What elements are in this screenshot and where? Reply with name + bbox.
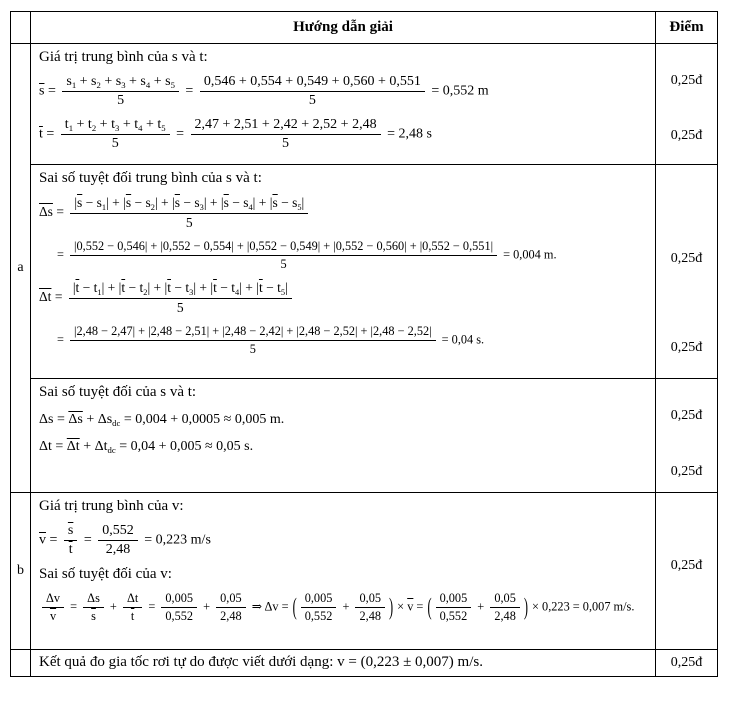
point-value: 0,25đ [670, 128, 703, 144]
row-b-sections [31, 493, 717, 649]
row-a [11, 43, 717, 492]
section-title: Sai số tuyệt đối của v: [39, 566, 172, 582]
row-result [11, 649, 717, 676]
point-value: 0,25đ [670, 558, 703, 574]
section-mean-abs-error [31, 164, 717, 378]
formula-mean-t: $\overline{t}$ = $\frac{t_1 + t_2 + t_3 + t_4 + t_5}{5}$ = $\frac{2,47 + 2,51 + 2,42 + 2,52 + 2,48}{5}$ = 2,48 s [39, 117, 432, 152]
point-value: 0,25đ [670, 340, 703, 356]
point-value: 0,25đ [670, 463, 703, 479]
point-value: 0,25đ [670, 655, 703, 670]
formula-delta-s-symbolic: $\overline{\Delta s}$ = $\frac{|\overline{s} - s_1| + |\overline{s} - s_2| + |\overline{s} - s_3| + |\overline{s} - s_4| + |\overline{s} - s_5|}{5}$ [39, 195, 647, 231]
points-cell [655, 165, 717, 378]
points-cell [655, 379, 717, 492]
point-value: 0,25đ [670, 73, 703, 89]
section-abs-error-content [31, 379, 655, 492]
section-title: Giá trị trung bình của s và t: [39, 49, 208, 65]
points-cell [655, 650, 717, 676]
points-cell [655, 44, 717, 164]
row-b-label: b [11, 493, 31, 649]
formula-mean-v: $\overline{v}$ = $\frac{\overline{s}}{t}$ = $\frac{0,552}{2,48}$ = 0,223 m/s [39, 523, 211, 557]
formula-mean-s: $\overline{s}$ = $\frac{s_1 + s_2 + s_3 + s_4 + s_5}{5}$ = $\frac{0,546 + 0,554 + 0,549 + 0,560 + 0,551}{5}$ = 0,552 m [39, 74, 489, 109]
formula-delta-t-numeric: = |2,48 − 2,47| + |2,48 − 2,51| + |2,48 − 2,42| + |2,48 − 2,52| + |2,48 − 2,52| 5 = 0,04 s. [57, 323, 485, 356]
table-header-row [11, 12, 717, 43]
row-a-label: a [11, 44, 31, 492]
formula-delta-s-numeric: = |0,552 − 0,546| + |0,552 − 0,554| + |0,552 − 0,549| + |0,552 − 0,560| + |0,552 − 0,551| 5 = 0,004 m. [57, 238, 557, 271]
header-label-cell [11, 12, 31, 43]
points-column-header: Điểm [655, 12, 717, 43]
result-text: Kết quả đo gia tốc rơi tự do được viết dưới dạng: v = (0,223 ± 0,007) m/s. [39, 654, 483, 670]
formula-total-delta-t: $\Delta t = \overline{\Delta t} + \Delta t_{dc} = 0,04 + 0,005 \approx 0,05$ s. [39, 439, 254, 456]
section-mean-s-t-content [31, 44, 655, 164]
section-mean-abs-error-content [31, 165, 655, 378]
points-cell [655, 493, 717, 649]
section-velocity [31, 493, 717, 649]
formula-delta-v: $\frac{\Delta v}{v}$ = $\frac{\Delta s}{s}$ + $\frac{\Delta t}{t}$ = $\frac{0,005}{0,552}$ + $\frac{0,05}{2,48}$ ⇒ Δv = ( $\frac{0,005}{0,552}$ + $\frac{0,05}{2,48}$ ) × $\overline{v}$ = ( $\frac{0,005}{0,552}$ + $\frac{0,05}{2,48}$ ) × 0,223 = 0,007 m/s. [39, 591, 647, 624]
solution-column-header: Hướng dẫn giải [293, 19, 393, 35]
section-title: Sai số tuyệt đối trung bình của s và t: [39, 170, 262, 186]
formula-total-delta-s: $\Delta s = \overline{\Delta s} + \Delta s_{dc} = 0,004 + 0,0005 \approx 0,005$ m. [39, 412, 285, 429]
section-title: Giá trị trung bình của v: [39, 498, 184, 514]
section-velocity-content [31, 493, 655, 649]
section-abs-error [31, 378, 717, 492]
point-value: 0,25đ [670, 250, 703, 266]
section-mean-s-t [31, 44, 717, 164]
point-value: 0,25đ [670, 408, 703, 424]
row-a-sections [31, 44, 717, 492]
section-title: Sai số tuyệt đối của s và t: [39, 384, 197, 400]
formula-delta-t-symbolic: $\overline{\Delta t}$ = $\frac{|\overline{t} - t_1| + |\overline{t} - t_2| + |\overline{t} - t_3| + |\overline{t} - t_4| + |\overline{t} - t_5|}{5}$ [39, 280, 647, 316]
row-b [11, 492, 717, 649]
row-result-label [11, 650, 31, 676]
grading-rubric-table [10, 11, 718, 677]
